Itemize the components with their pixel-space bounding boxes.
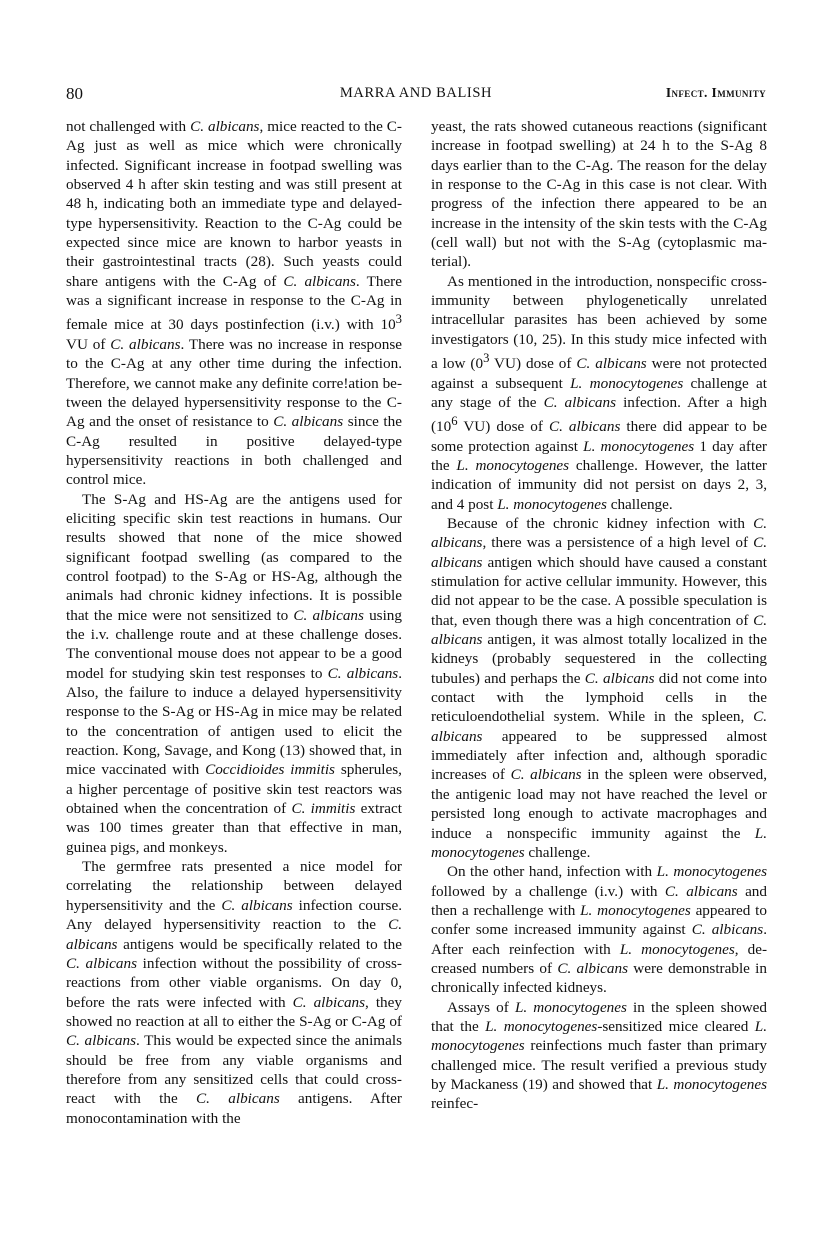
page-number: 80 [66, 84, 83, 103]
paragraph: not challenged with C. albicans, mice reacted to the C-Ag just as well as mice which were chronically infected. Significant increase in footpad swelling was observed 4 h after skin testing and was still present at 48 h, indicating both an immediate type and delayed-type hypersensitivity. Reaction to the C-Ag could be expected since mice are known to harbor yeasts in their gastrointestinal tracts (28). Such yeasts could share antigens with the C-Ag of C. albicans. There was a significant increase in response to the C-Ag in female mice at 30 days postinfection (i.v.) with $10^3$ VU of C. albicans. There was no increase in response to the C-Ag at any other time during the infection. Therefore, we cannot make any definite corre!ation between the delayed hypersensitivity response to the C-Ag and the onset of resistance to C. albicans since the C-Ag resulted in positive delayed-type hypersensitivity reactions in both challenged and control mice. [66, 118, 402, 489]
left-column [66, 117, 402, 1128]
paragraph: The S-Ag and HS-Ag are the antigens used for eliciting specific skin test reactions in humans. Our results showed that none of the mice showed significant footpad swelling (as compared to the control footpad) to the S-Ag or HS-Ag, although the animals had chronic kidney infections. It is possible that the mice were not sensitized to C. albicans using the i.v. challenge route and at these challenge doses. The conventional mouse does not appear to be a good model for studying skin test responses to C. albicans. Also, the failure to induce a delayed hypersensitivity response to the S-Ag or HS-Ag in mice may be related to the concentration of antigen used to elicit the reaction. Kong, Savage, and Kong (13) showed that, in mice vaccinated with Coccidioides immitis spherules, a higher percentage of positive skin test reactors was obtained when the concentration of C. immitis extract was 100 times greater than that effective in man, guinea pigs, and monkeys. [66, 490, 402, 856]
paragraph: Assays of L. monocytogenes in the spleen showed that the L. monocytogenes-sensitized mice cleared L. monocytogenes reinfections much faster than primary challenged mice. The result verified a previous study by Mackaness (19) and showed that L. monocytogenes reinfec- [431, 998, 767, 1113]
running-title: MARRA AND BALISH [339, 85, 493, 101]
page-header [66, 84, 766, 104]
journal-name: Infect. Immunity [665, 85, 766, 100]
paragraph: Because of the chronic kidney infection with C. albicans, there was a persistence of a high level of C. albicans antigen which should have caused a constant stimulation for active cellular immunity. However, this did not appear to be the case. A possible speculation is that, even though there was a high concentration of C. albicans antigen, it was almost totally localized in the kidneys (probably sequestered in the collecting tubules) and perhaps the C. albicans did not come into contact with the lymphoid cells in the reticuloendothelial system. While in the spleen, C. albicans appeared to be suppressed almost immediately after infection and, although sporadic increases of C. albicans in the spleen were observed, the antigenic load may not have reached the level or persisted long enough to activate macrophages and induce a nonspecific immunity against the L. monocytogenes challenge. [431, 515, 767, 861]
paragraph: The germfree rats presented a nice model for correlating the relationship between delayed hypersensitivity and the C. albicans infection course. Any delayed hypersensitivity reaction to the C. albicans antigens would be specifically related to the C. albicans infection without the possibility of cross-reactions from other viable organisms. On day 0, before the rats were infected with C. albicans, they showed no reaction at all to either the S-Ag or C-Ag of C. albicans. This would be expected since the animals should be free from any viable organisms and therefore from any sensitized cells that could cross-react with the C. albicans antigens. After monocontamination with the [66, 858, 402, 1127]
paragraph: yeast, the rats showed cutaneous reactions (significant increase in footpad swelling) at 24 h to the S-Ag 8 days earlier than to the C-Ag. The reason for the delay in response to the C-Ag in this case is not clear. With progress of the infection there appeared to be an increase in the intensity of the skin tests with the C-Ag (cell wall) but not with the S-Ag (cytoplasmic material). [431, 118, 767, 271]
paragraph: On the other hand, infection with L. monocytogenes followed by a challenge (i.v.) with C. albicans and then a rechallenge with L. monocytogenes appeared to confer some increased immunity against C. albicans. After each reinfection with L. monocytogenes, decreased numbers of C. albicans were demonstrable in chronically infected kidneys. [431, 863, 767, 997]
right-column [431, 117, 767, 1114]
paragraph: As mentioned in the introduction, nonspecific cross-immunity between phylogenetically unrelated intracellular parasites has been achieved by some investigators (10, 25). In this study mice infected with a low ($0^3$ VU) dose of C. albicans were not protected against a subsequent L. monocytogenes challenge at any stage of the C. albicans infection. After a high ($10^6$ VU) dose of C. albicans there did appear to be some protection against L. monocytogenes 1 day after the L. monocytogenes challenge. However, the latter indication of immunity did not persist on days 2, 3, and 4 post L. monocytogenes challenge. [431, 272, 767, 513]
